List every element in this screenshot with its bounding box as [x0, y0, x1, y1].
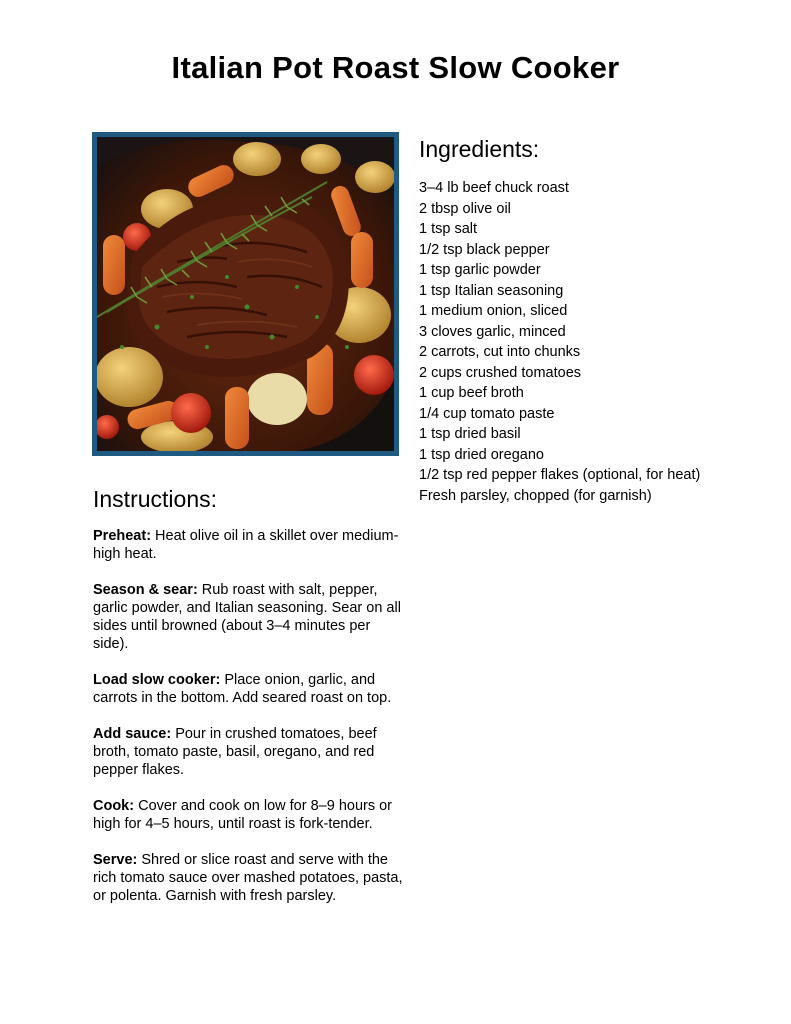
step-text: Cover and cook on low for 8–9 hours or high for 4–5 hours, until roast is fork-tender.: [93, 798, 393, 832]
instruction-step: [93, 851, 403, 905]
ingredient-item: 3–4 lb beef chuck roast: [419, 180, 569, 196]
ingredient-item: 2 cups crushed tomatoes: [419, 364, 582, 381]
step-label: Serve:: [93, 852, 138, 868]
ingredient-item: 1 medium onion, sliced: [419, 303, 568, 319]
ingredient-item: 1/4 cup tomato paste: [419, 405, 555, 422]
instruction-step: [93, 671, 403, 707]
pot-roast-illustration: [97, 137, 394, 451]
pot-roast-photo: [92, 132, 399, 456]
step-text: Shred or slice roast and serve with the rich tomato sauce over mashed potatoes, pasta, or polenta. Garnish with fresh parsley.: [93, 852, 403, 904]
ingredients-heading: Ingredients:: [419, 136, 540, 162]
ingredient-item: 3 cloves garlic, minced: [419, 323, 566, 340]
ingredients-list: [419, 178, 700, 506]
ingredient-item: 1 tsp salt: [419, 221, 478, 237]
ingredient-item: Fresh parsley, chopped (for garnish): [419, 487, 652, 504]
instruction-step: [93, 581, 403, 653]
ingredient-item: 1 tsp dried oregano: [419, 446, 544, 463]
instruction-step: [93, 527, 403, 563]
step-text: Pour in crushed tomatoes, beef broth, tomato paste, basil, oregano, and red pepper flakes.: [93, 726, 377, 778]
step-label: Load slow cooker:: [93, 672, 221, 688]
step-text: Place onion, garlic, and carrots in the bottom. Add seared roast on top.: [93, 672, 392, 706]
recipe-title: Italian Pot Roast Slow Cooker: [171, 50, 620, 85]
ingredient-item: 1 cup beef broth: [419, 385, 524, 401]
step-text: Rub roast with salt, pepper, garlic powder, and Italian seasoning. Sear on all sides until browned (about 3–4 minutes per side).: [93, 582, 401, 652]
ingredient-item: 1 tsp dried basil: [419, 426, 521, 442]
ingredient-item: 2 tbsp olive oil: [419, 200, 511, 217]
step-label: Preheat:: [93, 528, 152, 544]
step-label: Cook:: [93, 798, 135, 814]
step-label: Add sauce:: [93, 726, 172, 742]
instruction-step: [93, 725, 403, 779]
step-label: Season & sear:: [93, 582, 198, 598]
ingredient-item: 1 tsp garlic powder: [419, 262, 541, 278]
ingredient-item: 1/2 tsp red pepper flakes (optional, for heat): [419, 467, 701, 483]
step-text: Heat olive oil in a skillet over medium-high heat.: [93, 528, 399, 562]
instructions-heading: Instructions:: [93, 486, 217, 512]
ingredient-item: 2 carrots, cut into chunks: [419, 344, 581, 360]
ingredient-item: 1/2 tsp black pepper: [419, 241, 550, 258]
ingredient-item: 1 tsp Italian seasoning: [419, 282, 564, 299]
instruction-step: [93, 797, 403, 833]
instructions-list: [93, 527, 403, 923]
